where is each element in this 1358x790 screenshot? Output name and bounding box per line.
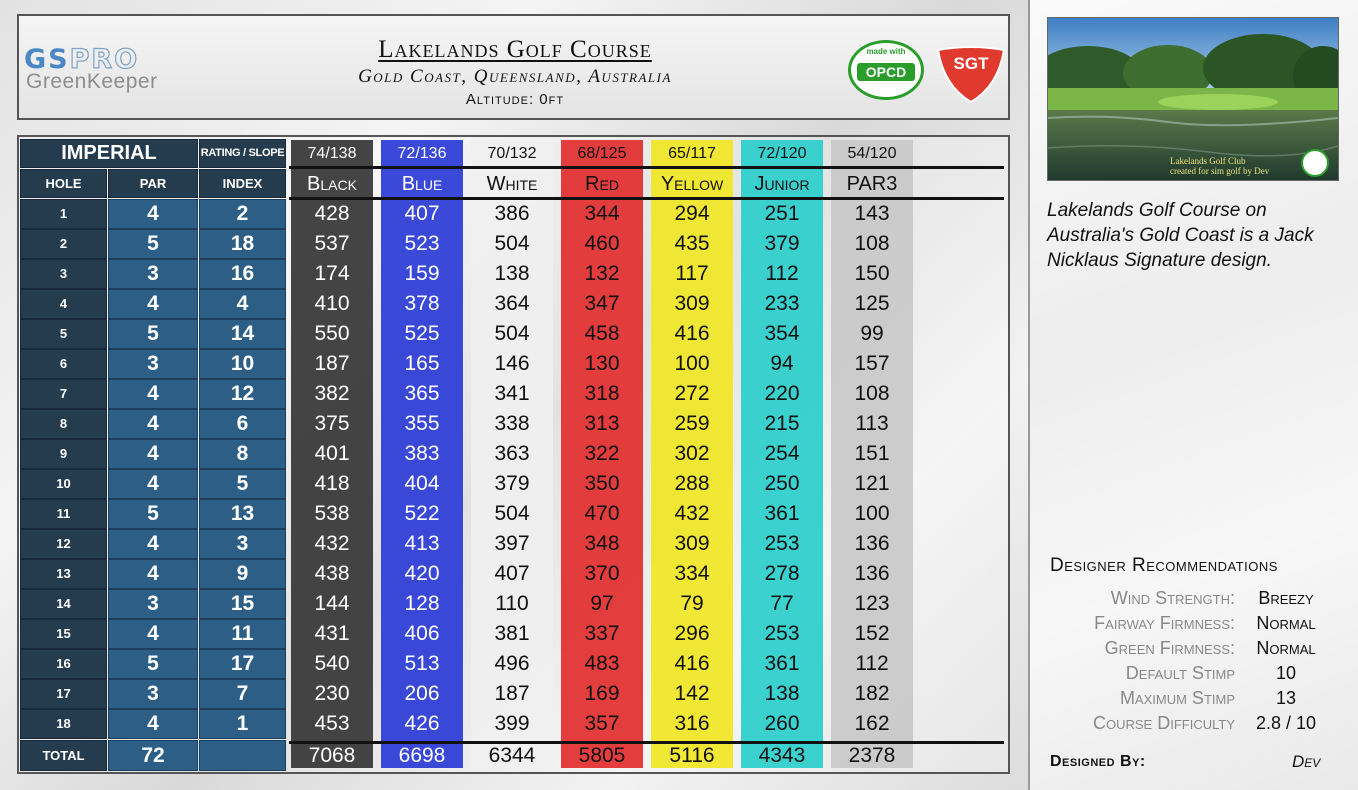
hole-number: 7 [20,379,107,409]
tee-yardage: 483 [584,652,620,675]
table-divider-line [289,166,1004,169]
tee-total-red: 5805 [578,744,626,767]
tee-yardage: 123 [854,592,890,615]
tee-yardage: 399 [494,712,530,735]
index-value: 2 [199,199,286,229]
index-value: 15 [199,589,286,619]
course-description: Lakelands Golf Course on Australia's Gold Coast is a Jack Nicklaus Signature design. [1047,200,1314,271]
index-value: 1 [199,709,286,739]
tee-yardage: 288 [674,472,710,495]
par-value: 3 [108,589,198,619]
tee-rating-blue: 72/136 [397,145,447,162]
index-value: 7 [199,679,286,709]
tee-yardage: 361 [764,502,800,525]
tee-yardage: 432 [674,502,710,525]
hole-number: 9 [20,439,107,469]
rating-slope-label: RATING / SLOPE [199,139,286,168]
opcd-badge [848,40,924,100]
recommendation-row [1050,638,1335,663]
tee-yardage: 302 [674,442,710,465]
tee-yardage: 230 [314,682,350,705]
sgt-text: SGT [953,54,989,73]
tee-yardage: 348 [584,532,620,555]
tee-yardage: 537 [314,232,350,255]
tee-yardage: 496 [494,652,530,675]
tee-yardage: 296 [674,622,710,645]
tee-yardage: 404 [404,472,440,495]
tee-yardage: 364 [494,292,530,315]
tee-yardage: 117 [675,262,709,285]
recommendation-row [1050,613,1335,638]
opcd-text: OPCD [857,63,915,81]
course-title-block [280,36,750,108]
tee-yardage: 206 [404,682,440,705]
opcd-made-with-text: made with [866,47,906,56]
tee-yardage: 420 [404,562,440,585]
tee-rating-red: 68/125 [577,145,627,162]
tee-yardage: 413 [404,532,440,555]
tee-total-blue: 6698 [398,744,446,767]
index-value: 8 [199,439,286,469]
hole-number: 14 [20,589,107,619]
tee-yardage: 379 [764,232,800,255]
course-photo [1047,17,1339,181]
tee-yardage: 431 [314,622,350,645]
tee-yardage: 132 [584,262,620,285]
tee-yardage: 406 [404,622,440,645]
tee-yardage: 418 [314,472,350,495]
tee-yardage: 253 [764,622,800,645]
tee-yardage: 309 [674,532,710,555]
par-value: 4 [108,559,198,589]
tee-yardage: 259 [674,412,710,435]
tee-yardage: 169 [584,682,620,705]
tee-yardage: 142 [674,682,710,705]
tee-yardage: 108 [854,232,890,255]
recommendation-value: Breezy [1258,588,1314,608]
index-value: 10 [199,349,286,379]
hole-number: 6 [20,349,107,379]
par-value: 4 [108,289,198,319]
course-name: Lakelands Golf Course [378,36,652,63]
tee-yardage: 363 [494,442,530,465]
tee-yardage: 138 [494,262,530,285]
hole-number: 1 [20,199,107,229]
tee-yardage: 165 [404,352,440,375]
tee-yardage: 113 [855,412,889,435]
tee-yardage: 136 [854,532,890,555]
recommendation-label: Fairway Firmness: [1094,613,1235,633]
hole-number: 5 [20,319,107,349]
tee-yardage: 157 [854,352,890,375]
index-value: 14 [199,319,286,349]
tee-total-par3: 2378 [848,744,896,767]
logo-gs-text: GS [24,44,70,75]
tee-yardage: 504 [494,232,530,255]
tee-yardage: 357 [584,712,620,735]
tee-yardage: 318 [584,382,620,405]
recommendation-label: Wind Strength: [1110,588,1235,608]
recommendations-title: Designer Recommendations [1050,555,1278,576]
hole-number: 18 [20,709,107,739]
tee-yardage: 334 [674,562,710,585]
hole-number: 10 [20,469,107,499]
total-index-empty [199,740,286,771]
tee-yardage: 458 [584,322,620,345]
hole-number: 8 [20,409,107,439]
tee-yardage: 338 [494,412,530,435]
tee-yardage: 215 [764,412,800,435]
tee-yardage: 354 [764,322,800,345]
tee-yardage: 337 [584,622,620,645]
tee-rating-junior: 72/120 [757,145,807,162]
recommendation-row [1050,588,1335,613]
photo-caption-2: created for sim golf by Dev [1170,166,1270,176]
tee-yardage: 438 [314,562,350,585]
tee-yardage: 146 [494,352,530,375]
greenkeeper-logo: GreenKeeper [26,70,158,93]
tee-yardage: 550 [314,322,350,345]
par-value: 3 [108,679,198,709]
sgt-badge [936,46,1006,104]
recommendation-row [1050,663,1335,688]
tee-name-junior: Junior [754,173,810,195]
tee-yardage: 187 [494,682,530,705]
total-label: TOTAL [20,740,107,771]
tee-yardage: 397 [494,532,530,555]
tee-yardage: 278 [764,562,800,585]
tee-rating-par3: 54/120 [847,145,897,162]
recommendation-row [1050,713,1335,738]
tee-yardage: 378 [404,292,440,315]
par-value: 5 [108,229,198,259]
tee-yardage: 522 [404,502,440,525]
recommendation-value: 2.8 / 10 [1255,713,1317,733]
par-value: 4 [108,409,198,439]
par-value: 4 [108,379,198,409]
tee-rating-white: 70/132 [487,145,537,162]
col-par-header: PAR [108,169,198,198]
tee-yardage: 233 [764,292,800,315]
tee-yardage: 513 [404,652,440,675]
tee-yardage: 112 [855,652,889,675]
tee-yardage: 525 [404,322,440,345]
tee-yardage: 254 [764,442,800,465]
tee-yardage: 341 [494,382,530,405]
index-value: 4 [199,289,286,319]
tee-yardage: 174 [314,262,350,285]
index-value: 6 [199,409,286,439]
tee-yardage: 344 [584,202,620,225]
tee-name-blue: Blue [401,173,443,195]
recommendation-value: 13 [1275,688,1297,708]
tee-yardage: 220 [764,382,800,405]
tee-yardage: 365 [404,382,440,405]
tee-name-red: Red [585,173,619,195]
tee-yardage: 370 [584,562,620,585]
tee-yardage: 182 [854,682,890,705]
tee-yardage: 540 [314,652,350,675]
index-value: 3 [199,529,286,559]
tee-yardage: 99 [860,322,884,345]
index-value: 13 [199,499,286,529]
tee-yardage: 272 [674,382,710,405]
tee-yardage: 152 [854,622,890,645]
tee-name-white: White [486,173,538,195]
par-value: 4 [108,469,198,499]
hole-number: 12 [20,529,107,559]
tee-yardage: 250 [764,472,800,495]
index-value: 11 [199,619,286,649]
designed-by-value: Dev [1292,752,1321,771]
par-value: 5 [108,499,198,529]
par-value: 3 [108,259,198,289]
tee-yardage: 159 [404,262,440,285]
col-index-header: INDEX [199,169,286,198]
tee-yardage: 410 [314,292,350,315]
par-value: 5 [108,319,198,349]
index-value: 5 [199,469,286,499]
index-value: 9 [199,559,286,589]
tee-yardage: 361 [764,652,800,675]
tee-yardage: 407 [494,562,530,585]
par-value: 4 [108,619,198,649]
photo-caption-1: Lakelands Golf Club [1170,156,1246,166]
total-par: 72 [108,740,198,771]
hole-number: 4 [20,289,107,319]
table-divider-line [289,741,1004,744]
tee-yardage: 460 [584,232,620,255]
hole-number: 13 [20,559,107,589]
tee-yardage: 121 [854,472,890,495]
par-value: 5 [108,649,198,679]
tee-yardage: 253 [764,532,800,555]
tee-yardage: 416 [674,322,710,345]
index-value: 12 [199,379,286,409]
tee-yardage: 94 [770,352,794,375]
hole-number: 2 [20,229,107,259]
recommendation-label: Default Stimp [1125,663,1235,683]
tee-yardage: 150 [854,262,890,285]
tee-yardage: 108 [854,382,890,405]
tee-yardage: 138 [764,682,800,705]
tee-yardage: 382 [314,382,350,405]
par-value: 4 [108,199,198,229]
tee-yardage: 143 [854,202,890,225]
tee-total-black: 7068 [308,744,356,767]
tee-yardage: 383 [404,442,440,465]
index-value: 17 [199,649,286,679]
index-value: 18 [199,229,286,259]
unit-label: IMPERIAL [20,139,198,168]
tee-yardage: 504 [494,502,530,525]
tee-yardage: 407 [404,202,440,225]
tee-yardage: 470 [584,502,620,525]
tee-total-white: 6344 [488,744,536,767]
tee-yardage: 112 [765,262,799,285]
tee-yardage: 426 [404,712,440,735]
tee-yardage: 523 [404,232,440,255]
tee-yardage: 435 [674,232,710,255]
recommendation-label: Course Difficulty [1093,713,1235,733]
tee-yardage: 375 [314,412,350,435]
recommendation-row [1050,688,1335,713]
tee-yardage: 381 [494,622,530,645]
tee-yardage: 125 [854,292,890,315]
tee-yardage: 386 [494,202,530,225]
course-location: Gold Coast, Queensland, Australia [358,66,672,87]
hole-number: 11 [20,499,107,529]
recommendation-value: 10 [1275,663,1297,683]
tee-yardage: 294 [674,202,710,225]
hole-number: 17 [20,679,107,709]
hole-number: 3 [20,259,107,289]
tee-yardage: 100 [674,352,710,375]
par-value: 4 [108,709,198,739]
designed-by-label: Designed By: [1050,753,1146,770]
tee-name-yellow: Yellow [660,173,724,195]
tee-yardage: 313 [584,412,620,435]
tee-yardage: 97 [590,592,614,615]
index-value: 16 [199,259,286,289]
recommendation-value: Normal [1256,613,1316,633]
par-value: 3 [108,349,198,379]
tee-yardage: 100 [854,502,890,525]
recommendation-label: Maximum Stimp [1119,688,1235,708]
tee-yardage: 355 [404,412,440,435]
tee-yardage: 128 [404,592,440,615]
tee-rating-yellow: 65/117 [668,145,716,162]
tee-yardage: 401 [314,442,350,465]
tee-yardage: 136 [854,562,890,585]
tee-yardage: 130 [584,352,620,375]
tee-name-par3: PAR3 [846,173,898,195]
tee-yardage: 260 [764,712,800,735]
tee-yardage: 538 [314,502,350,525]
table-divider-line [289,197,1004,200]
recommendation-label: Green Firmness: [1104,638,1235,658]
tee-yardage: 187 [314,352,350,375]
tee-rating-black: 74/138 [307,145,357,162]
tee-yardage: 416 [674,652,710,675]
tee-yardage: 347 [584,292,620,315]
tee-yardage: 504 [494,322,530,345]
col-hole-header: HOLE [20,169,107,198]
tee-yardage: 309 [674,292,710,315]
tee-total-yellow: 5116 [669,744,715,767]
par-value: 4 [108,529,198,559]
hole-number: 16 [20,649,107,679]
tee-yardage: 151 [854,442,890,465]
logo-pro-text: PRO [69,44,140,75]
tee-name-black: Black [307,173,357,195]
tee-yardage: 77 [770,592,794,615]
tee-total-junior: 4343 [758,744,806,767]
course-altitude: Altitude: 0ft [465,91,565,108]
tee-yardage: 453 [314,712,350,735]
tee-yardage: 79 [680,592,704,615]
par-value: 4 [108,439,198,469]
tee-yardage: 251 [764,202,800,225]
tee-yardage: 162 [854,712,890,735]
tee-yardage: 316 [674,712,710,735]
tee-yardage: 144 [314,592,350,615]
tee-yardage: 110 [495,592,529,615]
tee-yardage: 428 [314,202,350,225]
tee-yardage: 350 [584,472,620,495]
hole-number: 15 [20,619,107,649]
tee-yardage: 432 [314,532,350,555]
tee-yardage: 379 [494,472,530,495]
recommendation-value: Normal [1256,638,1316,658]
tee-yardage: 322 [584,442,620,465]
